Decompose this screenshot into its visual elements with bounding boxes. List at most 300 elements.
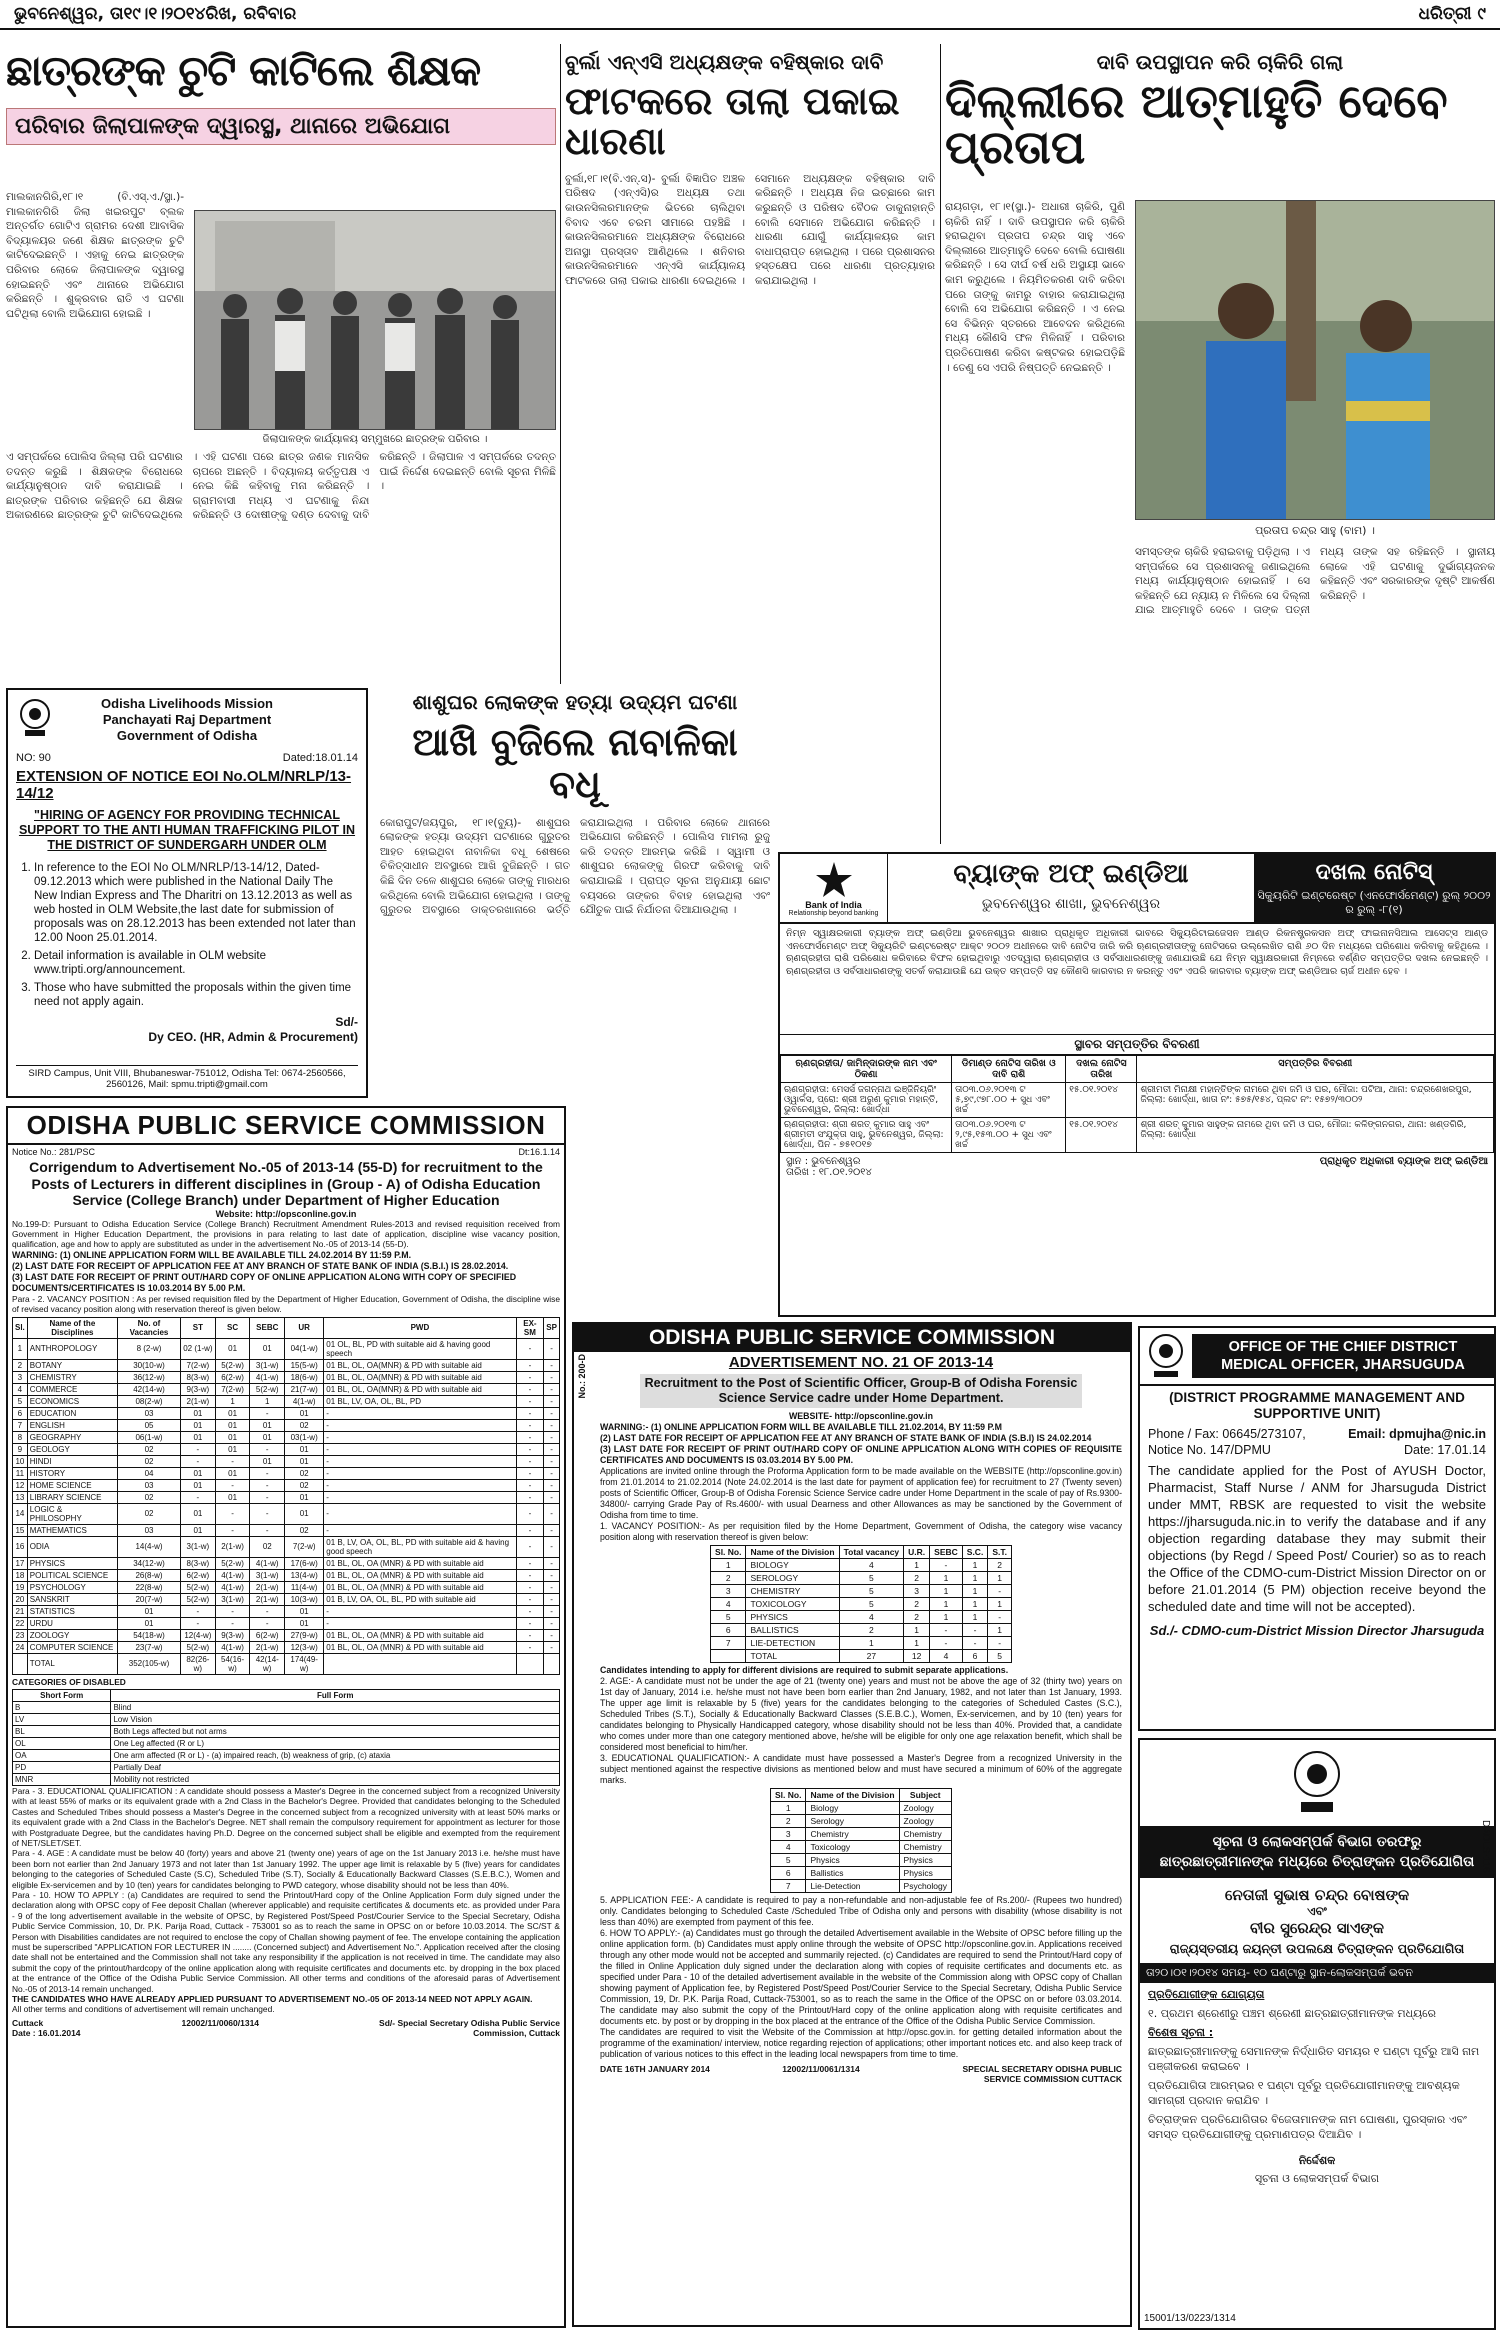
table-cell: -: [544, 1617, 560, 1629]
table-cell: 2: [904, 1598, 930, 1611]
table-cell: 01: [117, 1605, 180, 1617]
table-cell: 4: [839, 1611, 904, 1624]
table-cell: -: [215, 1455, 250, 1467]
cdmo-date: Date: 17.01.14: [1403, 1443, 1486, 1457]
table-cell: 5(2-w): [181, 1641, 216, 1653]
table-cell: 3(1-w): [215, 1593, 250, 1605]
table-cell: TOXICOLOGY: [746, 1598, 839, 1611]
opsc2-code: 12002/11/0061/1314: [782, 2064, 860, 2074]
olm-eoi-notice: [6, 688, 368, 1098]
table-cell: B: [13, 1701, 111, 1713]
table-cell: -: [544, 1641, 560, 1653]
table-cell: Serology: [806, 1815, 899, 1828]
table-cell: -: [324, 1617, 516, 1629]
table-cell: 01: [285, 1407, 324, 1419]
table-cell: -: [324, 1407, 516, 1419]
table-cell: 01: [181, 1524, 216, 1536]
olm-points: [34, 861, 358, 1009]
star-logo-icon: [814, 860, 854, 900]
table-cell: 1: [215, 1395, 250, 1407]
table-row: [13, 1455, 560, 1467]
table-cell: 82(26-w): [181, 1653, 216, 1674]
table-cell: 4(1-w): [215, 1581, 250, 1593]
table-row: [771, 1815, 952, 1828]
table-cell: -: [516, 1536, 544, 1557]
table-cell: 6(2-w): [215, 1371, 250, 1383]
table-cell: OA: [13, 1749, 111, 1761]
story3-photo: [1135, 200, 1495, 520]
table-row: [711, 1559, 1012, 1572]
table-cell: 1: [962, 1598, 988, 1611]
bank-of-india-possession-notice: [778, 852, 1496, 1317]
table-cell: -: [962, 1624, 988, 1637]
comp-band-2: ଛାତ୍ରଛାତ୍ରୀମାନଙ୍କ ମଧ୍ୟରେ ଚିତ୍ରାଙ୍କନ ପ୍ରତିଯୋଗିତା: [1159, 1854, 1475, 1870]
table-cell: 02: [285, 1524, 324, 1536]
table-cell: -: [324, 1431, 516, 1443]
table-cell: 01: [181, 1467, 216, 1479]
table-cell: -: [516, 1569, 544, 1581]
table-cell: ENGLISH: [27, 1419, 117, 1431]
opsc2-vacancy: 1. VACANCY POSITION:- As per requisition filed by the Home Department, Government of Odisha, the category wise vacancy position along with reservation thereof is given below:: [600, 1521, 1122, 1542]
story1-headline: ଛାତ୍ରଙ୍କ ଚୁଟି କାଟିଲେ ଶିକ୍ଷକ: [6, 46, 481, 95]
comp-elig: ୧. ପ୍ରଥମ ଶ୍ରେଣୀରୁ ପଞ୍ଚମ ଶ୍ରେଣୀ ଛାତ୍ରଛାତ୍ରୀମାନଙ୍କ ମଧ୍ୟରେ: [1148, 2007, 1437, 2020]
table-cell: 7: [771, 1880, 806, 1893]
table-cell: BL: [13, 1725, 111, 1737]
opsc2-vacancy-table: [710, 1545, 1012, 1663]
table-cell: 01: [250, 1455, 285, 1467]
story3-body-b: ସମସ୍ତଙ୍କ ଚାକିରି ହରାଇବାକୁ ପଡ଼ିଥିଲା । ଏ ସମ୍ପର୍କରେ ସେ ପ୍ରଶାସନକୁ ଜଣାଇଥିଲେ ମଧ୍ୟ କାର୍ଯ୍ୟାନୁଷ୍ଠାନ ହୋଇନାହିଁ । ସେ କହିଛନ୍ତି ଯେ ନ୍ୟାୟ ନ ମିଳିଲେ ସେ ଦିଲ୍ଲୀ ଯାଇ ଆତ୍ମାହୁତି ଦେବେ । ତାଙ୍କ ପତ୍ନୀ ମଧ୍ୟ ତାଙ୍କ ସହ ରହିଛନ୍ତି । ସ୍ଥାନୀୟ ଲୋକେ ଏହି ଘଟଣାକୁ ଦୁର୍ଭାଗ୍ୟଜନକ କହିଛନ୍ତି ଏବଂ ସରକାରଙ୍କ ଦୃଷ୍ଟି ଆକର୍ଷଣ କରିଛନ୍ତି ।: [1135, 546, 1495, 617]
table-cell: 04(1-w): [285, 1338, 324, 1359]
table-cell: -: [516, 1338, 544, 1359]
comp-code: 15001/13/0223/1314: [1144, 2313, 1236, 2324]
table-cell: -: [181, 1605, 216, 1617]
table-cell: 2(1-w): [181, 1395, 216, 1407]
table-row: [711, 1598, 1012, 1611]
table-header-cell: EX-SM: [516, 1317, 544, 1338]
bank-th: ଡିମାଣ୍ଡ ନୋଟିସ ତାରିଖ ଓ ଦାବି ରାଶି: [952, 1056, 1066, 1083]
table-header-cell: Sl.: [13, 1317, 28, 1338]
opsc1-disabled-title: CATEGORIES OF DISABLED: [12, 1676, 126, 1687]
table-row: [771, 1867, 952, 1880]
table-cell: 02: [117, 1455, 180, 1467]
table-cell: 9(3-w): [181, 1383, 216, 1395]
opsc1-para3: Para - 3. EDUCATIONAL QUALIFICATION : A candidate should possess a Master's Degree in the concerned subject from a recognized University with at least 55% of marks or its equivalent grade with a 2nd Class in the Bachelor's Degree. Provided that candidates belonging to the Scheduled Castes and Scheduled Tribes should possess a Master's Degree in the concerned subject from a recognized university with at least 50% marks or its equivalent grade with a 2nd Class in the Bachelor's Degree. NET shall remain the compulsory requirement for appointment as lecturer for those with Postgraduate Degree, but the candidates having Ph.D. Degree on the concerned subject shall be eligible and exempted from the requirement of NET/SLET/SET.: [12, 1785, 560, 1848]
table-cell: -: [516, 1455, 544, 1467]
story-teacher-cuts-hair: [6, 46, 556, 690]
table-cell: -: [250, 1443, 285, 1455]
table-cell: 01 BL, OL, OA (MNR) & PD with suitable aid: [324, 1581, 516, 1593]
table-cell: 14: [13, 1503, 28, 1524]
table-row: [13, 1629, 560, 1641]
table-cell: 03: [117, 1524, 180, 1536]
table-cell: EDUCATION: [27, 1407, 117, 1419]
table-row: [13, 1524, 560, 1536]
opsc1-warning-3: (3) LAST DATE FOR RECEIPT OF PRINT OUT/HARD COPY OF ONLINE APPLICATION ALONG WITH COPY OF SPECIFIED DOCUMENTS/CERTIFICATES IS 10.03.2014 BY 5.00 P.M.: [12, 1271, 517, 1293]
table-row: [13, 1431, 560, 1443]
table-cell: 4(1-w): [250, 1371, 285, 1383]
table-row: [781, 1083, 1494, 1118]
table-cell: 5(2-w): [181, 1593, 216, 1605]
table-cell: 16: [13, 1536, 28, 1557]
table-cell: MATHEMATICS: [27, 1524, 117, 1536]
table-cell: 11(4-w): [285, 1581, 324, 1593]
table-header-cell: SP: [544, 1317, 560, 1338]
table-cell: ODIA: [27, 1536, 117, 1557]
table-cell: 22(8-w): [117, 1581, 180, 1593]
olm-notice-no: NO: 90: [16, 752, 51, 764]
bank-cell: ୧୫.୦୧.୨୦୧୪: [1066, 1118, 1137, 1153]
table-cell: -: [516, 1641, 544, 1653]
table-cell: 8 (2-w): [117, 1338, 180, 1359]
table-cell: 18: [13, 1569, 28, 1581]
table-cell: 7(2-w): [215, 1383, 250, 1395]
table-cell: 1: [711, 1559, 746, 1572]
table-cell: -: [516, 1431, 544, 1443]
table-row: [13, 1479, 560, 1491]
opsc2-age: 2. AGE:- A candidate must not be under the age of 21 (twenty one) years and must not be above the age of 32 (thirty two) years on 1st day of January, 2014 i.e. he/she must not have been born earlier than 2nd January, 1982, and not later than 1st January, 1993. The upper age limit is relaxable by 5 (five) years for the candidates belonging to the categories of Scheduled Castes (S.C.), Scheduled Tribes (S.T.), Socially & Educationally Backward Classes (S.E.B.C.), Women, Ex-servicemen, and by 10 (ten) years for candidates belonging to Physically Handicapped category, whose disability should not be less than 40%. Provided that, a candidate who comes under more than one category mentioned above, he/she will be eligible for only one age relaxation benefit, which shall be considered most beneficial to him/her.: [600, 1676, 1122, 1752]
opsc1-para2: Para - 2. VACANCY POSITION : As per revised requisition filed by the Department of Higher Education, Government of Odisha, the discipline wise of revised vacancy position along with reservation thereof is given below.: [12, 1293, 560, 1315]
olm-signer: Dy CEO. (HR, Admin & Procurement): [148, 1030, 358, 1044]
opsc2-visit: The candidates are required to visit the Website of the Commission at http://opsc.gov.in. for getting detailed information about the programme of the examination/ interview, notice regarding rejection of applications; other important notices etc. and also keep track of publication of various notices to this effect in the leading local newspapers from time to time.: [600, 2027, 1122, 2059]
table-cell: -: [250, 1479, 285, 1491]
table-cell: 01: [250, 1431, 285, 1443]
opsc2-edu: 3. EDUCATIONAL QUALIFICATION:- A candidate must have possessed a Master's Degree from a recognized University in the subject mentioned against the respective divisions as mentioned below and must have secured a minimum of 60% of the aggregate marks.: [600, 1753, 1122, 1785]
cdmo-jharsuguda-notice: [1138, 1326, 1496, 1731]
table-cell: 01 BL, OL, OA (MNR) & PD with suitable aid: [324, 1641, 516, 1653]
table-row: [711, 1624, 1012, 1637]
table-cell: -: [181, 1617, 216, 1629]
table-cell: -: [544, 1359, 560, 1371]
olm-dated: Dated:18.01.14: [282, 752, 358, 764]
table-cell: 03(1-w): [285, 1431, 324, 1443]
bank-place: ସ୍ଥାନ : ଭୁବନେଶ୍ୱର: [786, 1156, 861, 1167]
table-cell: 4: [711, 1598, 746, 1611]
table-cell: One arm affected (R or L) - (a) impaired reach, (b) weakness of grip, (c) ataxia: [111, 1749, 560, 1761]
table-cell: 01: [285, 1503, 324, 1524]
table-cell: Psychology: [899, 1880, 951, 1893]
olm-point: 3. Those who have submitted the proposals within the given time need not apply again.: [34, 981, 358, 1009]
table-cell: -: [544, 1407, 560, 1419]
cdmo-title: OFFICE OF THE CHIEF DISTRICT MEDICAL OFFICER, JHARSUGUDA: [1192, 1334, 1494, 1378]
table-cell: BIOLOGY: [746, 1559, 839, 1572]
bank-branch: ଭୁବନେଶ୍ୱର ଶାଖା, ଭୁବନେଶ୍ୱର: [981, 896, 1161, 912]
column-divider: [560, 44, 561, 684]
table-cell: POLITICAL SCIENCE: [27, 1569, 117, 1581]
table-cell: -: [544, 1467, 560, 1479]
table-cell: -: [516, 1371, 544, 1383]
table-cell: SANSKRIT: [27, 1593, 117, 1605]
table-cell: 4(1-w): [215, 1641, 250, 1653]
table-cell: -: [181, 1455, 216, 1467]
table-cell: 5(2-w): [181, 1581, 216, 1593]
story4-kicker: ଶାଶୁଘର ଲୋକଙ୍କ ହତ୍ୟା ଉଦ୍ୟମ ଘଟଣା: [412, 690, 738, 714]
table-cell: 352(105-w): [117, 1653, 180, 1674]
opsc1-code: 12002/11/0060/1314: [181, 2017, 260, 2028]
table-cell: 7: [13, 1419, 28, 1431]
table-cell: Toxicology: [806, 1841, 899, 1854]
table-cell: -: [215, 1503, 250, 1524]
comp-band-1: ସୂଚନା ଓ ଲୋକସମ୍ପର୍କ ବିଭାଗ ତରଫରୁ: [1212, 1834, 1422, 1850]
table-cell: HISTORY: [27, 1467, 117, 1479]
table-cell: -: [250, 1605, 285, 1617]
opsc-corrigendum-lecturers: [6, 1106, 566, 2328]
story3-kicker: ଦାବି ଉପସ୍ଥାପନ କରି ଚାକିରି ଗଲା: [1096, 50, 1344, 74]
cdmo-phone: Phone / Fax: 06645/273107,: [1148, 1427, 1306, 1441]
table-cell: 12(4-w): [181, 1629, 216, 1641]
table-cell: -: [324, 1605, 516, 1617]
table-row: [711, 1637, 1012, 1650]
table-row: [13, 1383, 560, 1395]
column-divider: [940, 44, 941, 844]
table-cell: Zoology: [899, 1815, 951, 1828]
opsc2-adv: ADVERTISEMENT NO. 21 OF 2013-14: [728, 1354, 994, 1371]
table-cell: 01: [285, 1455, 324, 1467]
comp-date: ତା୨୦।୦୧।୨୦୧୪ ସମୟ- ୧୦ ଘଣ୍ଟାରୁ ସ୍ଥାନ-ଲୋକସମ୍ପର୍କ ଭବନ: [1140, 1963, 1494, 1983]
table-cell: -: [324, 1479, 516, 1491]
table-cell: 1: [988, 1624, 1012, 1637]
comp-name-1: ନେତାଜୀ ସୁଭାଷ ଚନ୍ଦ୍ର ବୋଷଙ୍କ: [1224, 1886, 1410, 1904]
table-cell: 13(4-w): [285, 1569, 324, 1581]
table-cell: -: [544, 1338, 560, 1359]
table-cell: LIBRARY SCIENCE: [27, 1491, 117, 1503]
table-cell: LV: [13, 1713, 111, 1725]
table-cell: -: [215, 1479, 250, 1491]
table-cell: 01 BL, OL, OA (MNR) & PD with suitable aid: [324, 1557, 516, 1569]
table-cell: 19: [13, 1581, 28, 1593]
table-cell: 01: [250, 1419, 285, 1431]
olm-footer: SIRD Campus, Unit VIII, Bhubaneswar-751012, Odisha Tel: 0674-2560566, 2560126, Mail: spmu.tripti@gmail.com: [16, 1065, 358, 1090]
table-cell: 01: [181, 1503, 216, 1524]
table-cell: 02: [117, 1443, 180, 1455]
table-cell: 01: [181, 1479, 216, 1491]
table-cell: 5: [711, 1611, 746, 1624]
table-cell: 01 BL, LV, OA, OL, BL, PD: [324, 1395, 516, 1407]
bank-logo-text: Bank of India: [805, 899, 862, 910]
story1-caption: ଜିଲାପାଳଙ୍କ କାର୍ଯ୍ୟାଳୟ ସମ୍ମୁଖରେ ଛାତ୍ରଙ୍କ ପରିବାର ।: [262, 434, 488, 445]
table-cell: 5(2-w): [215, 1359, 250, 1371]
group-photo-image: [195, 211, 556, 430]
opsc1-para10: Para - 10. HOW TO APPLY : (a) Candidates are required to send the Printout/Hard copy of the Online Application Form duly signed under the declaration along with OPSC copy of Fee deposit Challan (wherever applicable) and requisite certificates & documents etc. as provided under Para - 9 of the long advertisement available in the website of OPSC, by Registered Post/Speed Post/Courier Service to the Special Secretary, Odisha Public Service Commission, 10, Dr. P.K. Parija Road, Cuttack - 753001 so as to reach the same in OPSC on or before 10.03.2014. The SC/ST & Person with Disabilities candidates are not required to enclose the copy of Challan showing payment of fee. The envelope containing the application must be superscribed "APPLICATION FOR LECTURER IN ........ (Concerned subject) and Advertisement No.". Application received after the closing date shall not be entertained and the Commission shall not take any responsibility if the application is not received in time. The candidate may also submit the copy of the printout/hardcopy of the online application along with requisite certificates and documents etc. by dropping in the box placed at the entrance of the Office of the Odisha Public Service Commission. All other terms and conditions of the aforesaid paras of Advertisement No.-05 of 2013-14 remain unchanged.: [12, 1890, 560, 1994]
opsc1-signer: Sd/- Special Secretary Odisha Public Service Commission, Cuttack: [379, 2017, 560, 2038]
table-cell: 1: [962, 1585, 988, 1598]
table-cell: -: [516, 1629, 544, 1641]
opsc2-warning-1: WARNING:- (1) ONLINE APPLICATION FORM WILL BE AVAILABLE TILL 21.02.2014, BY 11:59 P.M: [600, 1422, 1002, 1432]
table-cell: Chemistry: [806, 1828, 899, 1841]
table-cell: 21: [13, 1605, 28, 1617]
table-cell: Physics: [806, 1854, 899, 1867]
table-row: [13, 1737, 560, 1749]
comp-level: ରାଜ୍ୟସ୍ତରୀୟ ଜୟନ୍ତୀ ଉପଲକ୍ଷେ ଚିତ୍ରାଙ୍କନ ପ୍ରତିଯୋଗିତା: [1169, 1941, 1465, 1956]
table-header-cell: No. of Vacancies: [117, 1317, 180, 1338]
table-cell: -: [516, 1395, 544, 1407]
table-cell: 01 B, LV, OA, OL, BL, PD with suitable aid & having good speech: [324, 1536, 516, 1557]
table-cell: 01: [285, 1491, 324, 1503]
dis-th: Short Form: [13, 1689, 111, 1701]
table-cell: 01: [215, 1443, 250, 1455]
comp-and: ଏବଂ: [1307, 1904, 1327, 1918]
table-cell: -: [516, 1467, 544, 1479]
table-cell: 54(18-w): [117, 1629, 180, 1641]
table-cell: -: [544, 1383, 560, 1395]
bank-cell: ଋଣଗ୍ରହୀତା: ମେସର୍ସ ଜଗନ୍ନାଥ ଇଞ୍ଜିନିୟରିଂ ଓ୍ୱାର୍କସ, ପ୍ରୋ: ଶ୍ରୀ ଅରୁଣ କୁମାର ମହାନ୍ତି, ଭୁବନେଶ୍ୱର, ଜିଲ୍ଲା: ଖୋର୍ଦ୍ଧା: [781, 1083, 952, 1118]
table-cell: -: [544, 1455, 560, 1467]
table-row: [13, 1701, 560, 1713]
table-cell: 1: [988, 1598, 1012, 1611]
table-cell: 01: [285, 1443, 324, 1455]
table-cell: 1: [930, 1572, 963, 1585]
table-cell: PD: [13, 1761, 111, 1773]
table-cell: -: [544, 1443, 560, 1455]
table-cell: 4: [771, 1841, 806, 1854]
table-row: [13, 1491, 560, 1503]
bank-name: ବ୍ୟାଙ୍କ ଅଫ୍ ଇଣ୍ଡିଆ: [953, 859, 1189, 889]
table-cell: [324, 1653, 516, 1674]
table-cell: 18(6-w): [285, 1371, 324, 1383]
table-cell: 5: [839, 1572, 904, 1585]
opsc1-intro: No.199-D: Pursuant to Odisha Education Service (College Branch) Recruitment Amendment Rules-2013 and revised requisition received from Government in Higher Education Department, the provisions in para relating to last date of application, discipline wise vacancy position, qualification, age and how to apply are substituted as under in the advertisement No.-05 of 2013-14 (55-D).: [12, 1218, 560, 1250]
table-cell: -: [544, 1593, 560, 1605]
table-cell: 1: [771, 1802, 806, 1815]
table-cell: PHYSICS: [27, 1557, 117, 1569]
table-cell: ZOOLOGY: [27, 1629, 117, 1641]
story-burla-nac-protest: [565, 50, 935, 670]
story1-photo: [194, 210, 556, 430]
table-cell: CHEMISTRY: [27, 1371, 117, 1383]
opsc2-side-no: No.: 200-D: [577, 1354, 587, 1399]
table-cell: 5: [771, 1854, 806, 1867]
table-cell: 5(2-w): [250, 1383, 285, 1395]
table-row: [13, 1395, 560, 1407]
table-cell: -: [544, 1479, 560, 1491]
table-cell: 02: [117, 1503, 180, 1524]
table-cell: 2(1-w): [250, 1593, 285, 1605]
table-cell: 01 BL, OL, OA (MNR) & PD with suitable aid: [324, 1629, 516, 1641]
table-cell: -: [250, 1467, 285, 1479]
table-cell: -: [250, 1524, 285, 1536]
table-cell: -: [324, 1455, 516, 1467]
table-cell: 4: [839, 1559, 904, 1572]
comp-signer: ନିର୍ଦ୍ଦେଶକ: [1298, 2154, 1336, 2167]
table-cell: -: [250, 1491, 285, 1503]
table-cell: 8: [13, 1431, 28, 1443]
table-cell: 10: [13, 1455, 28, 1467]
comp-dept: ସୂଚନା ଓ ଲୋକସମ୍ପର୍କ ବିଭାଗ: [1254, 2172, 1380, 2185]
table-cell: -: [324, 1491, 516, 1503]
table-cell: -: [181, 1443, 216, 1455]
drawing-competition-ad: [1138, 1738, 1496, 2330]
table-cell: 3: [13, 1371, 28, 1383]
table-cell: 2: [988, 1559, 1012, 1572]
comp-side-code: DADLS-116: [1480, 1820, 1491, 1873]
comp-point: ଚିତ୍ରାଙ୍କନ ପ୍ରତିଯୋଗିତାର ବିଜେତାମାନଙ୍କ ନାମ ଘୋଷଣା, ପୁରସ୍କାର ଏବଂ ସମସ୍ତ ପ୍ରତିଯୋଗୀଙ୍କୁ ପ୍ରମାଣପତ୍ର ଦିଆଯିବ ।: [1148, 2113, 1467, 2141]
table-cell: 12: [13, 1479, 28, 1491]
table-header-cell: S.C.: [962, 1546, 988, 1559]
table-cell: 01: [215, 1419, 250, 1431]
table-cell: OL: [13, 1737, 111, 1749]
table-cell: 8(3-w): [181, 1557, 216, 1569]
table-cell: 1: [904, 1637, 930, 1650]
table-cell: -: [544, 1395, 560, 1407]
table-cell: -: [516, 1479, 544, 1491]
story4-body: କୋରାପୁଟ/ଜୟପୁର, ୧୮।୧(ବ୍ୟୁ)- ଶାଶୁଘର ଲୋକଙ୍କ ହତ୍ୟା ଉଦ୍ୟମ ଘଟଣାରେ ଗୁରୁତର ଆହତ ହୋଇଥିବା ନାବାଳିକା ବଧୂ ଶେଷରେ ଚିକିତ୍ସାଧୀନ ଅବସ୍ଥାରେ ଆଖି ବୁଜିଛନ୍ତି । ଗତ କିଛି ଦିନ ତଳେ ଶାଶୁଘର ଲୋକେ ତାଙ୍କୁ ମାରଧର କରିଥିଲେ ବୋଲି ଅଭିଯୋଗ ହୋଇଥିଲା । ତାଙ୍କୁ ଗୁରୁତର ଅବସ୍ଥାରେ ଡାକ୍ତରଖାନାରେ ଭର୍ତ୍ତି କରାଯାଇଥିଲା । ପରିବାର ଲୋକେ ଥାନାରେ ଅଭିଯୋଗ କରିଛନ୍ତି । ପୋଲିସ ମାମଲା ରୁଜୁ କରି ତଦନ୍ତ ଆରମ୍ଭ କରିଛି । ସ୍ୱାମୀ ଓ ଶାଶୁଘର ଲୋକଙ୍କୁ ଗିରଫ କରିବାକୁ ଦାବି କରାଯାଇଛି । ପ୍ରାପ୍ତ ସୂଚନା ଅନୁଯାୟୀ ଛୋଟ ବୟସରେ ତାଙ୍କର ବିବାହ ହୋଇଥିଲା ଏବଂ ଯୌତୁକ ପାଇଁ ନିର୍ଯାତନା ଦିଆଯାଉଥିଲା ।: [380, 816, 770, 917]
opsc2-title: Recruitment to the Post of Scientific Officer, Group-B of Odisha Forensic Science Service cadre under Home Department.: [640, 1374, 1082, 1408]
table-cell: 3(1-w): [250, 1569, 285, 1581]
table-cell: 34(12-w): [117, 1557, 180, 1569]
olm-point: 1. In reference to the EOI No OLM/NRLP/13-14/12, Dated- 09.12.2013 which were published in the National Daily The New Indian Express and The Dharitri on 13.12.2013 as well as web hosted in OLM Website,the last date for submission of proposals was on 28.12.2013 has been extended not later than 12.00 Noon 25.01.2014.: [34, 861, 358, 945]
table-cell: -: [930, 1624, 963, 1637]
table-cell: -: [962, 1637, 988, 1650]
table-header-cell: SEBC: [250, 1317, 285, 1338]
table-cell: 4(1-w): [250, 1557, 285, 1569]
table-cell: 9(3-w): [215, 1629, 250, 1641]
table-header-cell: U.R.: [904, 1546, 930, 1559]
table-cell: 4(1-w): [285, 1395, 324, 1407]
cdmo-signature: Sd./- CDMO-cum-District Mission Director Jharsuguda: [1149, 1623, 1485, 1638]
table-row: [771, 1841, 952, 1854]
opsc1-unchanged: All other terms and conditions of advertisement will remain unchanged.: [12, 2004, 275, 2015]
table-row: [13, 1605, 560, 1617]
story4-headline: ଆଖି ବୁଜିଲେ ନାବାଳିକା ବଧୂ: [412, 720, 738, 806]
table-cell: 30(10-w): [117, 1359, 180, 1371]
table-row: [13, 1419, 560, 1431]
table-cell: -: [516, 1557, 544, 1569]
table-cell: 4: [13, 1383, 28, 1395]
table-cell: -: [544, 1524, 560, 1536]
table-row: [771, 1854, 952, 1867]
table-cell: -: [544, 1569, 560, 1581]
table-row: [13, 1536, 560, 1557]
table-row: [13, 1407, 560, 1419]
table-cell: Mobility not restricted: [111, 1773, 560, 1785]
table-row: [13, 1569, 560, 1581]
olm-org-line-1: Odisha Livelihoods Mission: [101, 696, 273, 711]
table-cell: BOTANY: [27, 1359, 117, 1371]
table-cell: 01: [215, 1491, 250, 1503]
opsc2-signer: SPECIAL SECRETARY ODISHA PUBLIC SERVICE COMMISSION CUTTACK: [962, 2064, 1122, 2084]
table-cell: 01: [250, 1338, 285, 1359]
table-cell: 2: [904, 1611, 930, 1624]
table-cell: Lie-Detection: [806, 1880, 899, 1893]
table-cell: 27: [839, 1650, 904, 1663]
table-cell: -: [516, 1617, 544, 1629]
table-row: [771, 1880, 952, 1893]
table-cell: Partially Deaf: [111, 1761, 560, 1773]
table-cell: -: [516, 1443, 544, 1455]
opsc1-website: Website: http://opsconline.gov.in: [215, 1208, 357, 1219]
olm-title: EXTENSION OF NOTICE EOI No.OLM/NRLP/13-14/12: [16, 768, 352, 802]
opsc1-disabled-table: [12, 1689, 560, 1786]
table-row: [13, 1773, 560, 1785]
opsc1-no-reapply: THE CANDIDATES WHO HAVE ALREADY APPLIED PURSUANT TO ADVERTISEMENT NO.-05 OF 2013-14 NEED NOT APPLY AGAIN.: [12, 1994, 533, 2005]
bank-th: ଋଣଗ୍ରହୀତା/ ଜାମିନ୍‌ଦାରଙ୍କ ନାମ ଏବଂ ଠିକଣା: [781, 1056, 952, 1083]
table-cell: Physics: [899, 1854, 951, 1867]
bank-schedule-title: ସ୍ଥାବର ସମ୍ପତ୍ତିର ବିବରଣୀ: [780, 1034, 1494, 1055]
opsc1-dt: Dt:16.1.14: [518, 1147, 560, 1157]
table-cell: 6: [771, 1867, 806, 1880]
table-cell: -: [930, 1637, 963, 1650]
table-cell: -: [215, 1617, 250, 1629]
table-row: [13, 1749, 560, 1761]
table-row: [781, 1118, 1494, 1153]
table-cell: Zoology: [899, 1802, 951, 1815]
table-cell: [711, 1650, 746, 1663]
opsc2-edu-table: [770, 1788, 952, 1893]
table-cell: 01: [181, 1419, 216, 1431]
table-cell: 174(49-w): [285, 1653, 324, 1674]
table-cell: 27(9-w): [285, 1629, 324, 1641]
table-cell: 5(2-w): [215, 1557, 250, 1569]
table-cell: 23: [13, 1629, 28, 1641]
